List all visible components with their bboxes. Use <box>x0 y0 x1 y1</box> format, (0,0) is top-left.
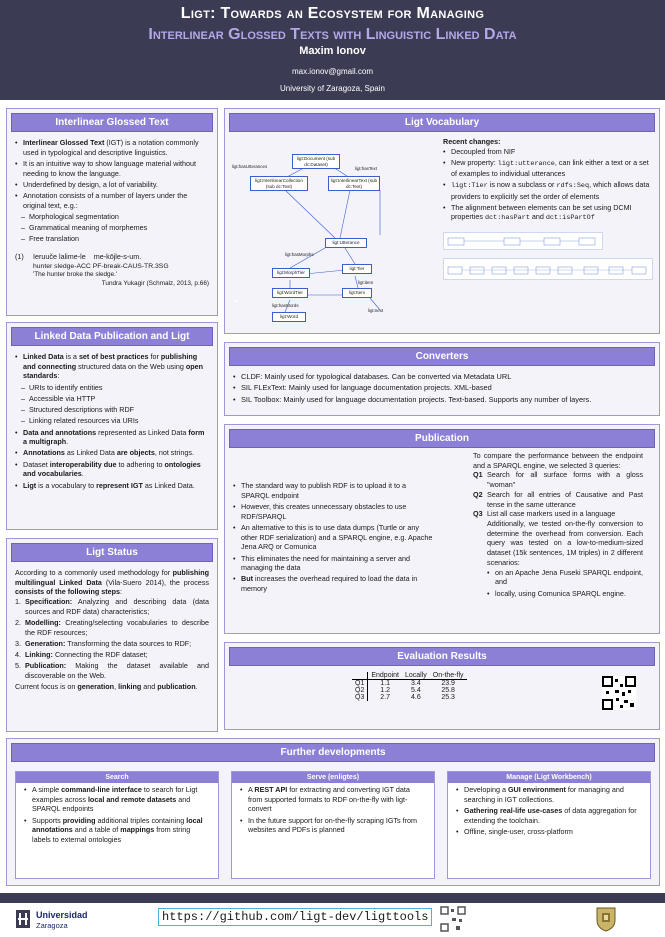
further-heading: Further developments <box>11 743 655 762</box>
crest-svg <box>14 908 32 930</box>
example-line-1a: Ieruuče lalime-le <box>33 252 86 262</box>
title-line-2: Interlinear Glossed Texts with Linguistic Linked Data <box>148 26 517 43</box>
manage-box <box>447 771 651 879</box>
query-item: Q3 List all case markers used in a language <box>473 509 616 519</box>
list-item: • Annotations as Linked Data are objects, not strings. <box>15 448 209 458</box>
list-item: • Linked Data is a set of best practices for publishing and connecting structured data on the Web using open standards: <box>15 352 209 381</box>
seal-svg <box>594 904 618 932</box>
list-item: • Supports providing additional triples containing local annotations and a table of mappings from string labels to external ontologies <box>24 816 210 845</box>
status-body <box>7 566 217 694</box>
query-item: Q2 Search for all entries of Causative and Past tense in the same utterance <box>473 489 643 509</box>
node-word-tier: ligt:WordTier <box>272 288 308 298</box>
status-panel <box>6 538 218 732</box>
list-item: – Free translation <box>15 234 209 244</box>
node-document: ligt:Document (sub dc:Dataset) <box>292 154 340 169</box>
list-item: • Decoupled from NIF <box>443 147 655 157</box>
list-item: • Underdefined by design, a lot of variability. <box>15 180 209 190</box>
list-item: • Ligt is a vocabulary to represent IGT as Linked Data. <box>15 481 209 491</box>
list-item: • CLDF: Mainly used for typological databases. Can be converted via Metadata URL <box>233 372 651 382</box>
author-affiliation: University of Zaragoza, Spain <box>280 84 385 93</box>
author-name: Maxim Ionov <box>299 45 366 57</box>
ligt-class-diagram <box>230 150 440 330</box>
author-email[interactable]: max.ionov@gmail.com <box>291 67 374 76</box>
alignment-svg-2 <box>444 259 654 281</box>
example-translation: 'The hunter broke the sledge.' <box>33 271 118 279</box>
list-item: – Structured descriptions with RDF <box>15 405 209 415</box>
list-item: • The standard way to publish RDF is to upload it to a SPARQL endpoint <box>233 481 433 500</box>
table-row: Q3 2.7 4.6 25.3 <box>352 694 467 701</box>
list-item: 3. Generation: Transforming the data sources to RDF; <box>15 639 192 649</box>
list-item: • In the future support for on-the-fly scraping IGTs from websites and PDFs is planned <box>240 816 426 835</box>
list-item: • on an Apache Jena Fuseki SPARQL endpoint, and <box>487 568 643 587</box>
list-item: – URIs to identify entities <box>15 383 209 393</box>
publication-panel <box>224 424 660 634</box>
status-intro: According to a commonly used methodology for publishing multilingual Linked Data (Vila-Suero 2014), the process consists of the following steps: <box>15 568 209 597</box>
query-item: Q1 Search for all surface forms with a gloss "woman" <box>473 470 643 490</box>
manage-body <box>448 783 650 840</box>
list-item: – Grammatical meaning of morphemes <box>15 223 209 233</box>
node-interlinear-collection: ligt:InterlinearCollection (sub dc:Text) <box>250 176 308 191</box>
list-item: • Dataset interoperability due to adhering to ontologies and vocabularies. <box>15 460 209 479</box>
vocabulary-heading: Ligt Vocabulary <box>229 113 655 132</box>
linked-data-body <box>7 350 217 494</box>
list-item: • Offline, single-user, cross-platform <box>456 827 642 837</box>
table-row: Q2 1.2 5.4 25.8 <box>352 687 467 694</box>
qr-svg <box>602 676 636 710</box>
node-item: ligt:Item <box>342 288 372 298</box>
university-city: Zaragoza <box>36 921 68 930</box>
list-item: – Accessible via HTTP <box>15 394 209 404</box>
footer-qr-code-icon[interactable] <box>440 906 466 932</box>
list-item: • SIL Toolbox: Mainly used for language documentation projects. Text-based. Supports any number of layers. <box>233 395 651 405</box>
edge-has-words: ligt:hasWords <box>272 303 299 308</box>
example-number: (1) <box>15 252 24 262</box>
edge-has-morphs: ligt:hasMorphs <box>285 252 314 257</box>
search-body <box>16 783 218 848</box>
list-item: • Gathering real-life use-cases of data aggregation for extending the toolchain. <box>456 806 642 825</box>
footer-qr-svg <box>440 906 466 932</box>
list-item: • Data and annotations represented as Linked Data form a multigraph. <box>15 428 209 447</box>
node-interlinear-text: ligt:InterlinearText (sub dc:Text) <box>328 176 380 191</box>
university-name: Universidad <box>36 910 88 920</box>
igt-example <box>15 252 209 288</box>
list-item: • An alternative to this is to use data dumps (Turtle or any other RDF serialization) and a SPARQL engine, e.g. Apache Jena ARQ or Comunica <box>233 523 433 552</box>
edge-item: ligt:item <box>358 280 374 285</box>
list-item: 1. Specification: Analyzing and describing data (data sources and RDF data) characteristics; <box>15 597 209 616</box>
example-source: Tundra Yukagir (Schmalz, 2013, p.66) <box>101 279 209 287</box>
alignment-diagram-1 <box>443 232 603 250</box>
converters-heading: Converters <box>229 347 655 366</box>
node-tier: ligt:Tier <box>342 264 372 274</box>
publication-heading: Publication <box>229 429 655 448</box>
edge-next: ligt:next <box>368 308 384 313</box>
publication-right <box>473 451 643 600</box>
list-item: • A REST API for extracting and converting IGT data from supported formats to RDF on-the-fly with ligt-convert <box>240 785 426 814</box>
evaluation-table <box>352 672 467 701</box>
node-utterance: ligt:Utterance <box>325 238 367 248</box>
list-item: • However, this creates unnecessary obstacles to use RDF/SPARQL <box>233 502 433 521</box>
list-item: 4. Linking: Connecting the RDF dataset; <box>15 650 148 660</box>
igt-panel <box>6 108 218 316</box>
list-item: • SIL FLExText: Mainly used for language documentation projects. XML-based <box>233 383 651 393</box>
title-line-1: Ligt: Towards an Ecosystem for Managing <box>180 5 485 22</box>
alignment-diagram-2 <box>443 258 653 280</box>
recent-changes-label: Recent changes: <box>443 137 501 146</box>
igt-heading: Interlinear Glossed Text <box>11 113 213 132</box>
serve-body <box>232 783 434 839</box>
list-item: • Developing a GUI environment for managing and searching in IGT collections. <box>456 785 642 804</box>
example-line-1b: me-kōjle-s-um. <box>93 252 142 262</box>
list-item: – Linking related resources via URIs <box>15 416 209 426</box>
list-item: • locally, using Comunica SPARQL engine. <box>487 589 643 599</box>
linked-data-heading: Linked Data Publication and Ligt <box>11 327 213 346</box>
list-item: • This eliminates the need for maintaining a server and managing the data <box>233 554 433 573</box>
qr-code-icon[interactable] <box>602 676 636 710</box>
list-item: 5. Publication: Making the dataset available and discoverable on the Web. <box>15 661 209 681</box>
alignment-svg-1 <box>444 233 604 251</box>
serve-heading: Serve (enligtes) <box>232 772 434 783</box>
list-item: – Morphological segmentation <box>15 212 209 222</box>
university-crest-icon <box>14 908 32 930</box>
list-item: • Annotation consists of a number of layers under the original text, e.g.: <box>15 191 209 210</box>
list-item: • But increases the overhead required to load the data in memory <box>233 574 433 593</box>
list-item: 2. Modelling: Creating/selecting vocabularies to describe the RDF resources; <box>15 618 209 637</box>
list-item: • New property: ligt:utterance, can link either a text or a set of examples to individual utterances <box>443 158 655 179</box>
converters-panel <box>224 342 660 416</box>
search-heading: Search <box>16 772 218 783</box>
list-item: • The alignment between elements can be set using DCMI properties dct:hasPart and dct:isPartOf <box>443 203 655 224</box>
manage-heading: Manage (Ligt Workbench) <box>448 772 650 783</box>
list-item: • A simple command-line interface to search for Ligt examples across local and remote datasets and SPARQL endpoints <box>24 785 210 814</box>
example-gloss: hunter sledge-ACC PF-break-CAUS-TR.3SG <box>33 262 169 270</box>
seal-icon <box>594 904 618 932</box>
recent-changes <box>443 137 655 280</box>
converters-body <box>225 370 659 408</box>
list-item: • It is an intuitive way to show language material without needing to know the language. <box>15 159 209 178</box>
status-focus: Current focus is on generation, linking and publication. <box>15 682 198 692</box>
status-heading: Ligt Status <box>11 543 213 562</box>
publication-left <box>233 481 433 595</box>
list-item: • ligt:Tier is now a subclass or rdfs:Seq, which allows data providers to explicitly set the order of elements <box>443 180 655 201</box>
linked-data-panel <box>6 322 218 530</box>
poster-header <box>0 0 665 100</box>
node-morph-tier: ligt:MorphTier <box>272 268 310 278</box>
table-header-row: Endpoint Locally On-the-fly <box>352 672 467 680</box>
node-word: ligt:Word <box>272 312 306 322</box>
search-box <box>15 771 219 879</box>
node-spacer <box>235 300 237 302</box>
edge-has-utterances: ligt:hasUtterances <box>232 164 268 169</box>
edge-has-text: ligt:hasText <box>355 166 377 171</box>
footer-bar <box>0 893 665 903</box>
evaluation-heading: Evaluation Results <box>229 647 655 666</box>
table-row: Q1 1.1 3.4 23.9 <box>352 680 467 688</box>
github-link[interactable]: https://github.com/ligt-dev/ligttools <box>158 908 432 926</box>
further-panel <box>6 738 660 886</box>
igt-body <box>7 136 217 290</box>
serve-box <box>231 771 435 879</box>
publication-intro: To compare the performance between the endpoint and a SPARQL engine, we selected 3 queries: <box>473 451 643 470</box>
publication-more: Additionally, we tested on-the-fly conversion to determine the overhead from conversion. Each query was tested on a low-to-medium-sized dataset (15k sentences, 1M triples) in 2 different scenarios: <box>487 519 643 567</box>
list-item: • Interlinear Glossed Text (IGT) is a notation commonly used in typological and descriptive linguistics. <box>15 138 209 157</box>
